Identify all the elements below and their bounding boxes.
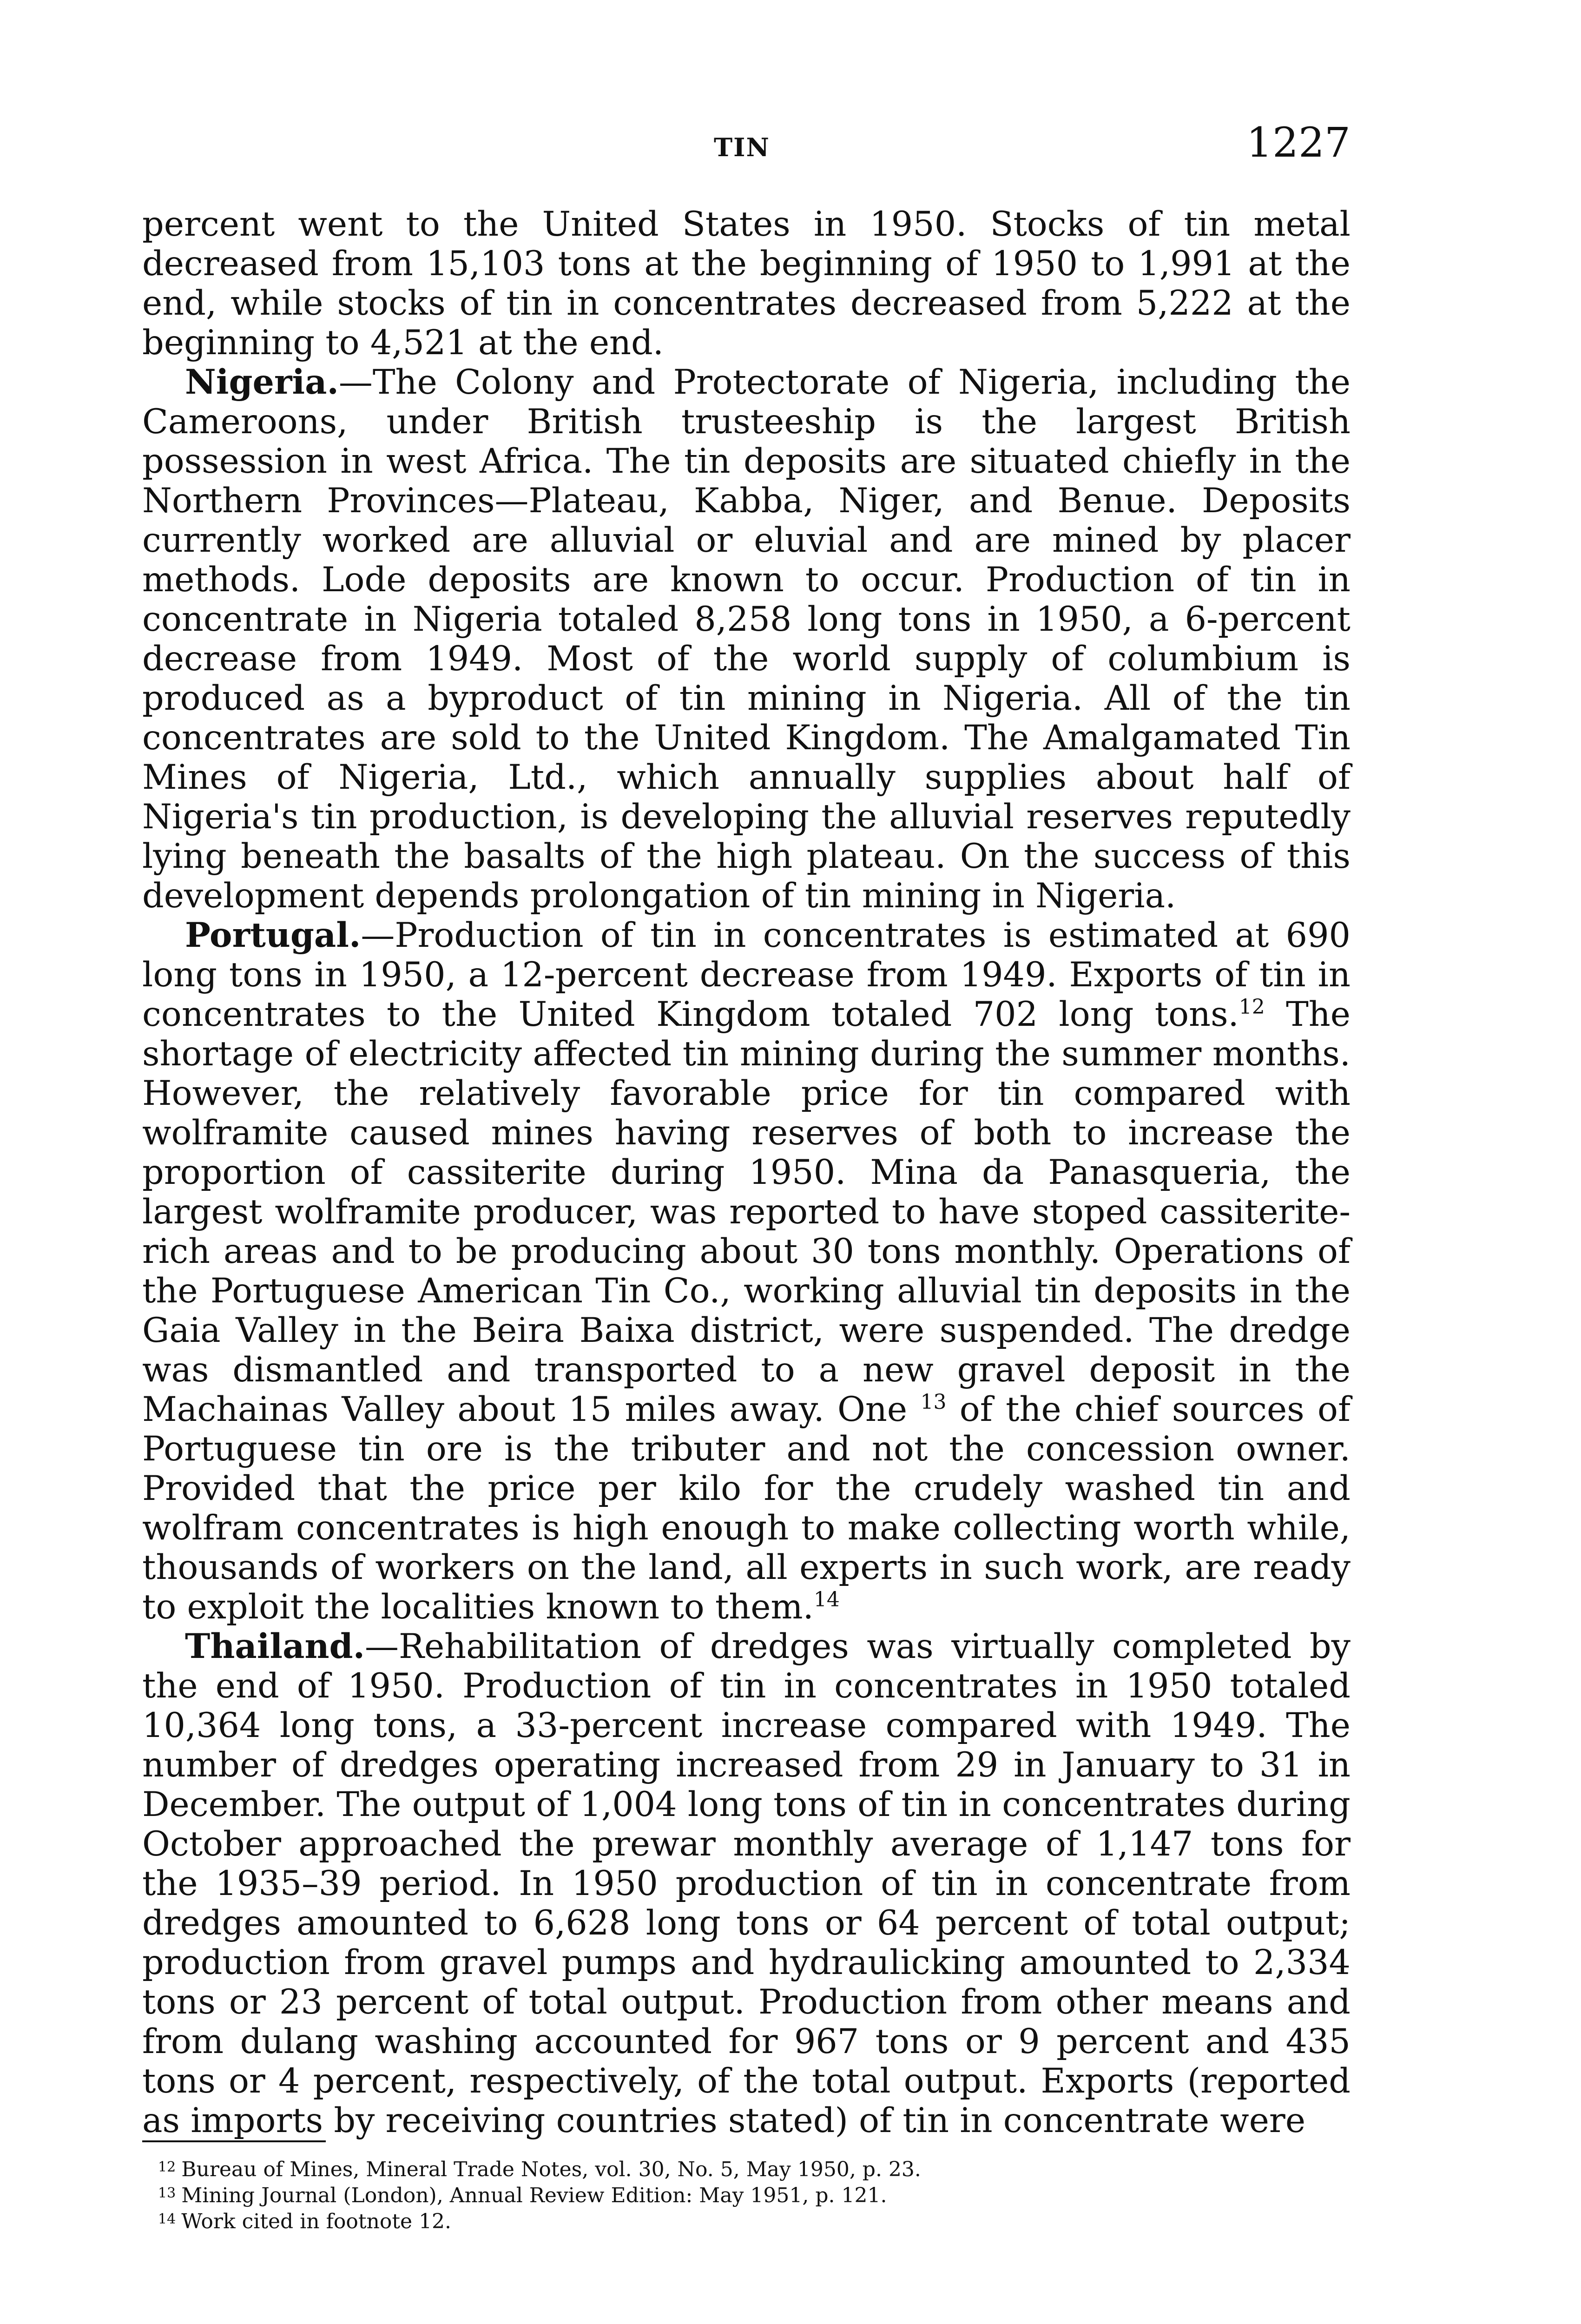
paragraph-continuation: percent went to the United States in 1950. Stocks of tin metal decreased from 15,103 tons at the beginning of 1950 to 1,991 at the end, while stocks of tin in concentrates decreased from 5,222 at the beginning to 4,521 at the end. <box>142 205 1350 363</box>
footnote-ref-13: 13 <box>920 1390 947 1414</box>
page-number: 1227 <box>1246 119 1350 166</box>
paragraph-portugal: Portugal.—Production of tin in concentrates is estimated at 690 long tons in 1950, a 12-percent decrease from 1949. Exports of tin in concentrates to the United Kingdom totaled 702 long tons.$^{12}$ The shortage of electricity affected tin mining during the summer months. However, the relatively favorable price for tin compared with wolframite caused mines having reserves of both to increase the proportion of cassiterite during 1950. Mina da Panasqueria, the largest wolframite producer, was reported to have stoped cassiterite-rich areas and to be producing about 30 tons monthly. Operations of the Portuguese American Tin Co., working alluvial tin deposits in the Gaia Valley in the Beira Baixa district, were suspended. The dredge was dismantled and transported to a new gravel deposit in the Machainas Valley about 15 miles away. One $^{13}$ of the chief sources of Portuguese tin ore is the tributer and not the concession owner. Provided that the price per kilo for the crudely washed tin and wolfram concentrates is high enough to make collecting worth while, thousands of workers on the land, all experts in such work, are ready to exploit the localities known to them.$^{14}$ <box>142 915 1350 1627</box>
footnotes <box>158 2157 1227 2235</box>
country-heading-thailand: Thailand. <box>185 1626 365 1666</box>
country-heading-portugal: Portugal. <box>185 915 361 955</box>
paragraph-nigeria: Nigeria.—The Colony and Protectorate of Nigeria, including the Cameroons, under British trusteeship is the largest British possession in west Africa. The tin deposits are situated chiefly in the Northern Provinces—Plateau, Kabba, Niger, and Benue. Deposits currently worked are alluvial or eluvial and are mined by placer methods. Lode deposits are known to occur. Production of tin in concentrate in Nigeria totaled 8,258 long tons in 1950, a 6-percent decrease from 1949. Most of the world supply of columbium is produced as a byproduct of tin mining in Nigeria. All of the tin concentrates are sold to the United Kingdom. The Amalgamated Tin Mines of Nigeria, Ltd., which annually supplies about half of Nigeria's tin production, is developing the alluvial reserves reputedly lying beneath the basalts of the high plateau. On the success of this development depends prolongation of tin mining in Nigeria. <box>142 362 1350 916</box>
body-text <box>142 205 1350 2140</box>
footnote-14: $^{14}$ Work cited in footnote 12. <box>158 2210 452 2233</box>
footnote-ref-14: 14 <box>813 1588 840 1611</box>
page-header <box>142 119 1350 170</box>
paragraph-thailand: Thailand.—Rehabilitation of dredges was virtually completed by the end of 1950. Production of tin in concentrates in 1950 totaled 10,364 long tons, a 33-percent increase compared with 1949. The number of dredges operating increased from 29 in January to 31 in December. The output of 1,004 long tons of tin in concentrates during October approached the prewar monthly average of 1,147 tons for the 1935–39 period. In 1950 production of tin in concentrate from dredges amounted to 6,628 long tons or 64 percent of total output; production from gravel pumps and hydraulicking amounted to 2,334 tons or 23 percent of total output. Production from other means and from dulang washing accounted for 967 tons or 9 percent and 435 tons or 4 percent, respectively, of the total output. Exports (reported as imports by receiving countries stated) of tin in concentrate were <box>142 1626 1350 2140</box>
footnote-divider <box>142 2140 326 2142</box>
footnote-ref-12: 12 <box>1238 995 1265 1019</box>
running-head: TIN <box>714 132 770 162</box>
country-heading-nigeria: Nigeria. <box>185 362 339 402</box>
footnote-12: $^{12}$ Bureau of Mines, Mineral Trade Notes, vol. 30, No. 5, May 1950, p. 23. <box>158 2158 921 2181</box>
footnote-13: $^{13}$ Mining Journal (London), Annual Review Edition: May 1951, p. 121. <box>158 2184 887 2207</box>
